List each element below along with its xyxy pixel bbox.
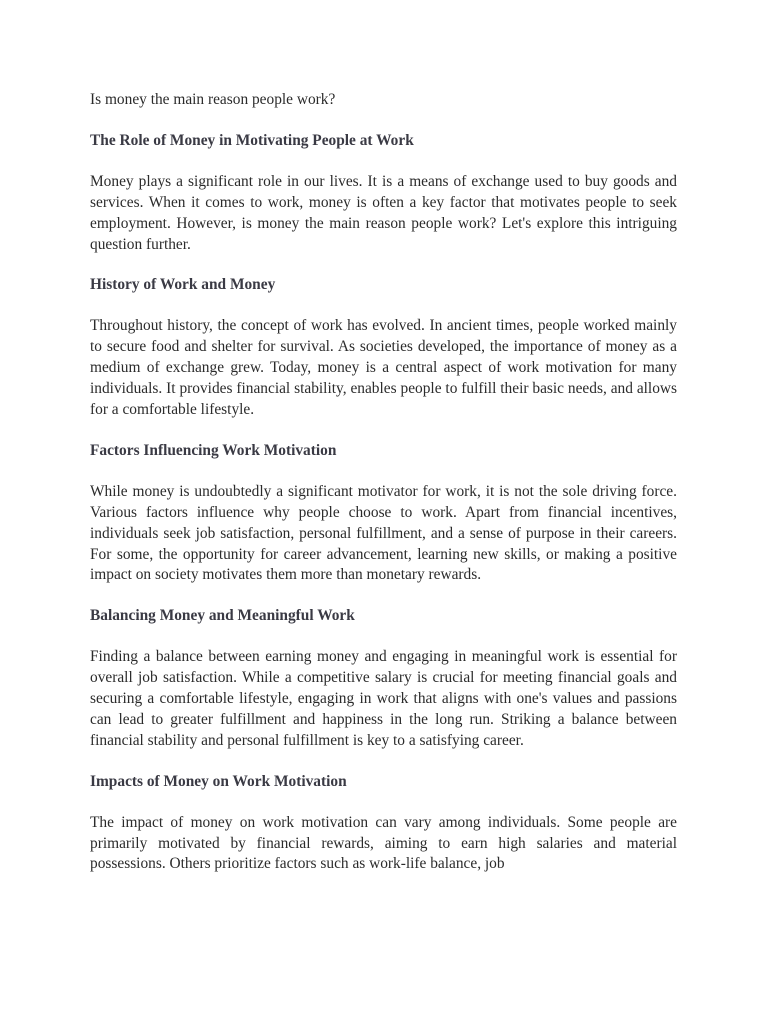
section-paragraph: While money is undoubtedly a significant motivator for work, it is not the sole driving force. Various factors influence why people choose to work. Apart from financial incentives, individuals seek job satisfaction, personal fulfillment, and a sense of purpose in their careers. For some, the opportunity for career advancement, learning new skills, or making a positive impact on society motivates them more than monetary rewards. [90, 482, 677, 584]
section-heading: History of Work and Money [90, 276, 276, 294]
section-paragraph: Finding a balance between earning money and engaging in meaningful work is essential for overall job satisfaction. While a competitive salary is crucial for meeting financial goals and securing a comfortable lifestyle, engaging in work that aligns with one's values and passions can lead to greater fulfillment and happiness in the long run. Striking a balance between financial stability and personal fulfillment is key to a satisfying career. [90, 648, 677, 749]
section-paragraph: Throughout history, the concept of work has evolved. In ancient times, people worked mainly to secure food and shelter for survival. As societies developed, the importance of money as a medium of exchange grew. Today, money is a central aspect of work motivation for many individuals. It provides financial stability, enables people to fulfill their basic needs, and allows for a comfortable lifestyle. [90, 317, 677, 418]
section-heading: The Role of Money in Motivating People at Work [90, 131, 414, 149]
section-heading: Balancing Money and Meaningful Work [90, 607, 355, 625]
section-heading: Impacts of Money on Work Motivation [90, 772, 347, 790]
section-heading: Factors Influencing Work Motivation [90, 441, 337, 459]
section-paragraph: The impact of money on work motivation can vary among individuals. Some people are primarily motivated by financial rewards, aiming to earn high salaries and material possessions. Others prioritize factors such as work-life balance, job [90, 813, 677, 873]
document-title: Is money the main reason people work? [90, 91, 336, 108]
document-page [90, 90, 677, 875]
section-paragraph: Money plays a significant role in our lives. It is a means of exchange used to buy goods and services. When it comes to work, money is often a key factor that motivates people to seek employment. However, is money the main reason people work? Let's explore this intriguing question further. [90, 172, 677, 253]
